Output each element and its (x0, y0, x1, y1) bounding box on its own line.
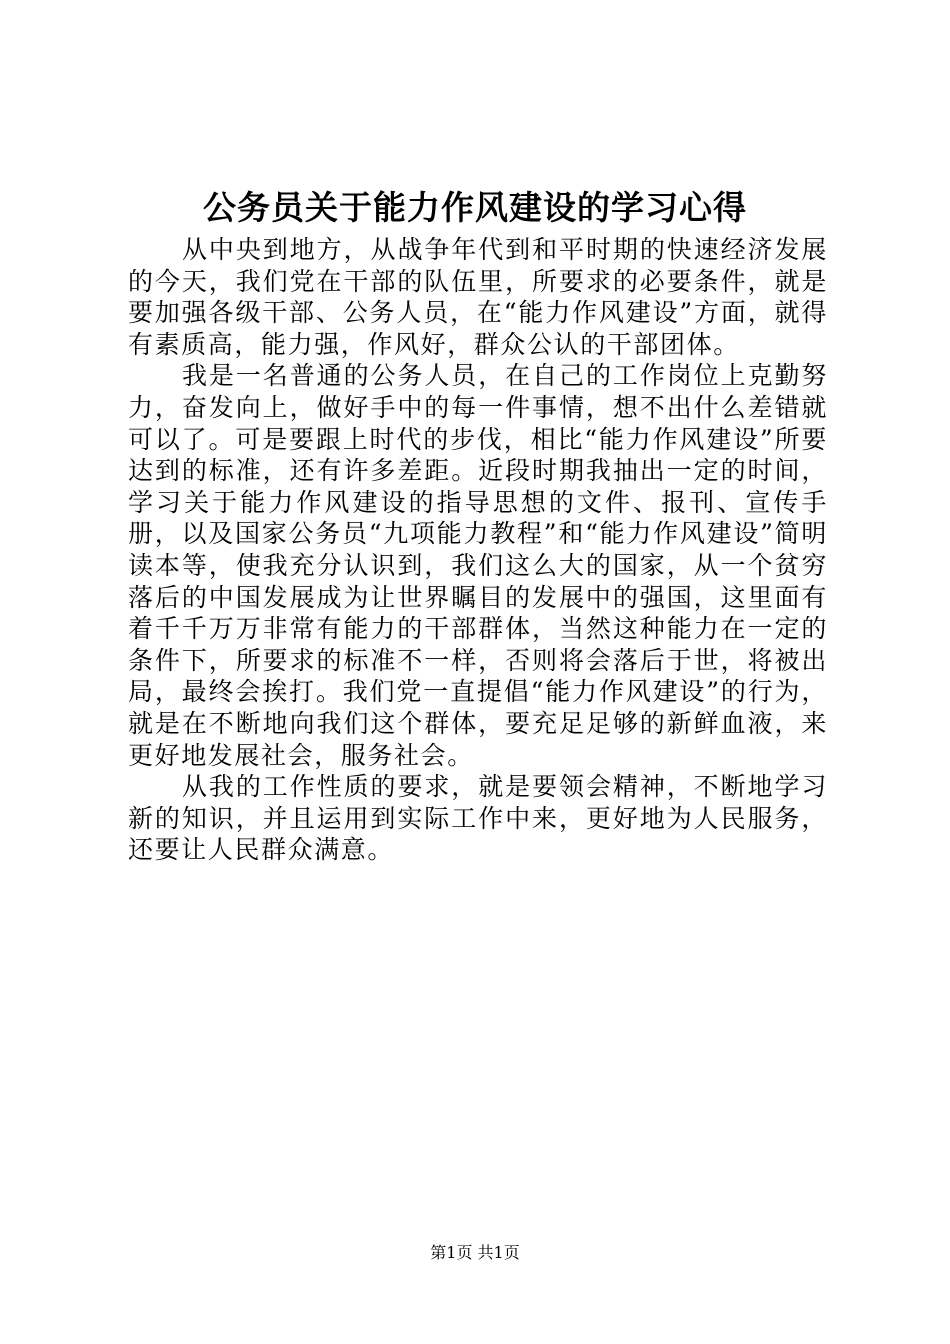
paragraph-1: 从中央到地方，从战争年代到和平时期的快速经济发展的今天，我们党在干部的队伍里，所要求的必要条件，就是要加强各级干部、公务人员，在“能力作风建设”方面，就得有素质高，能力强，作风好，群众公认的干部团体。 (128, 235, 828, 359)
document-body (128, 234, 828, 866)
paragraph-3: 从我的工作性质的要求，就是要领会精神，不断地学习新的知识，并且运用到实际工作中来，更好地为人民服务，还要让人民群众满意。 (128, 772, 828, 865)
page-footer: 第1页 共1页 (430, 1243, 520, 1262)
paragraph-2: 我是一名普通的公务人员，在自己的工作岗位上克勤努力，奋发向上，做好手中的每一件事情，想不出什么差错就可以了。可是要跟上时代的步伐，相比“能力作风建设”所要达到的标准，还有许多差距。近段时期我抽出一定的时间，学习关于能力作风建设的指导思想的文件、报刊、宣传手册，以及国家公务员“九项能力教程”和“能力作风建设”简明读本等，使我充分认识到，我们这么大的国家，从一个贫穷落后的中国发展成为让世界瞩目的发展中的强国，这里面有着千千万万非常有能力的干部群体，当然这种能力在一定的条件下，所要求的标准不一样，否则将会落后于世，将被出局，最终会挨打。我们党一直提倡“能力作风建设”的行为，就是在不断地向我们这个群体，要充足足够的新鲜血液，来更好地发展社会，服务社会。 (128, 361, 828, 770)
document-title: 公务员关于能力作风建设的学习心得 (203, 188, 747, 227)
